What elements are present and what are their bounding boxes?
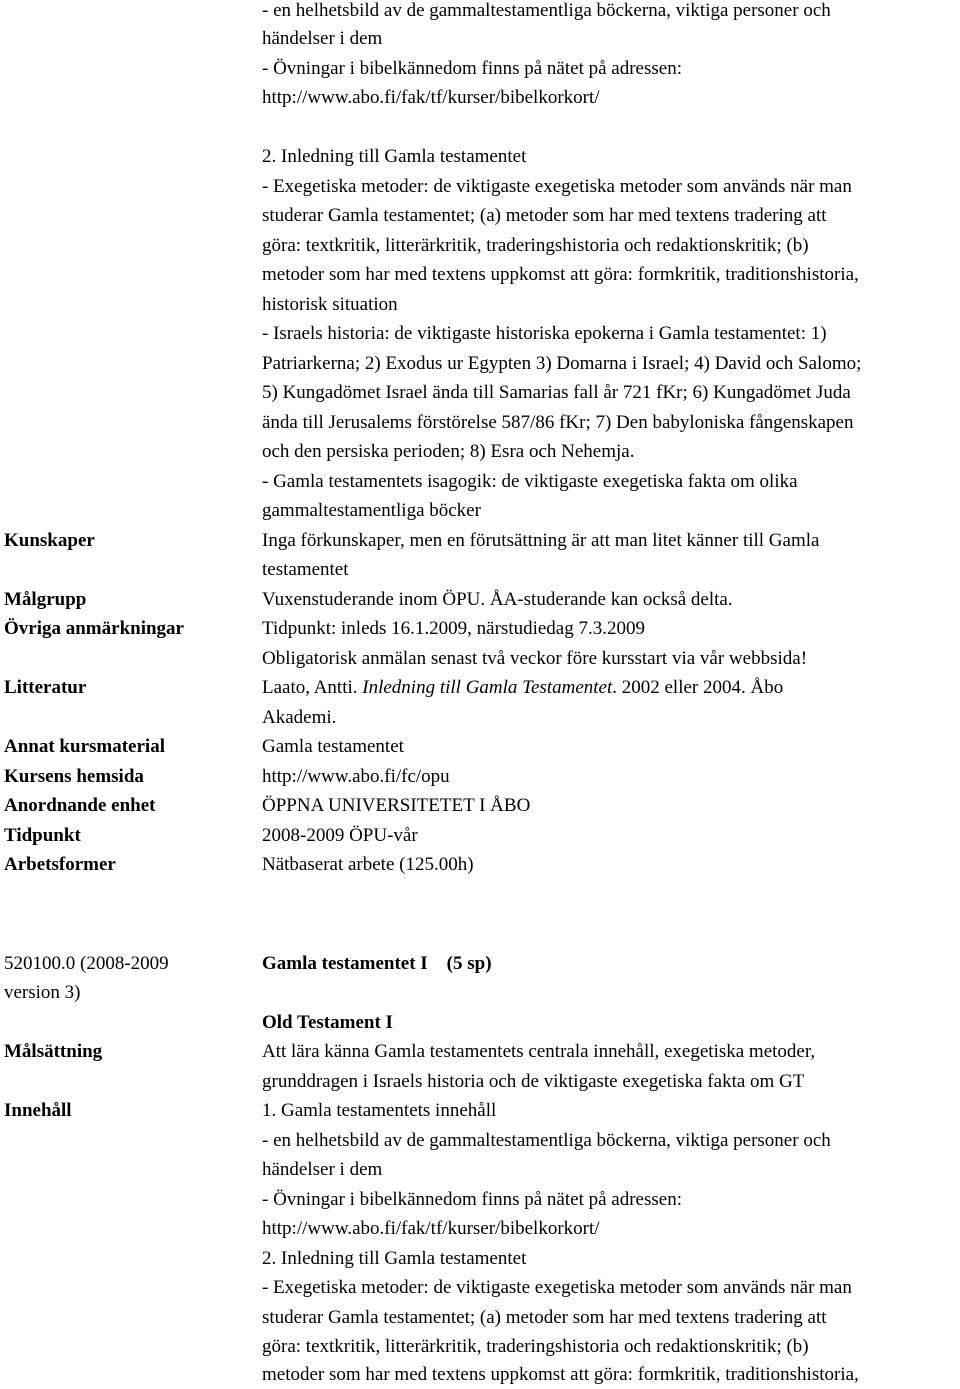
malsattning-value: Att lära känna Gamla testamentets centrala innehåll, exegetiska metoder,: [262, 1041, 816, 1062]
innehall-line: - Exegetiska metoder: de viktigaste exegetiska metoder som används när man: [262, 1277, 852, 1298]
tidpunkt-value: 2008-2009 ÖPU-vår: [262, 825, 418, 846]
kunskaper-value: Inga förkunskaper, men en förutsättning är att man litet känner till Gamla: [262, 530, 820, 551]
innehall-line: metoder som har med textens uppkomst att göra: formkritik, traditionshistoria,: [262, 1364, 859, 1385]
litteratur-author: Laato, Antti.: [262, 677, 363, 698]
innehall-line: - en helhetsbild av de gammaltestamentliga böckerna, viktiga personer och: [262, 1130, 831, 1151]
top-line: ända till Jerusalems förstörelse 587/86 fKr; 7) Den babyloniska fångenskapen: [262, 412, 854, 433]
annat-value: Gamla testamentet: [262, 736, 404, 757]
innehall-line: http://www.abo.fi/fak/tf/kurser/bibelkorkort/: [262, 1218, 600, 1239]
malsattning-label: Målsättning: [4, 1041, 103, 1062]
innehall-line: 2. Inledning till Gamla testamentet: [262, 1248, 527, 1269]
tidpunkt-label: Tidpunkt: [4, 825, 81, 846]
top-line: göra: textkritik, litterärkritik, traderingshistoria och redaktionskritik; (b): [262, 235, 809, 256]
course-code: version 3): [4, 982, 81, 1003]
course-title-en: Old Testament I: [262, 1012, 393, 1033]
innehall-line: händelser i dem: [262, 1159, 383, 1180]
innehall-line: göra: textkritik, litterärkritik, traderingshistoria och redaktionskritik; (b): [262, 1336, 809, 1357]
course-code: 520100.0 (2008-2009: [4, 953, 169, 974]
malgrupp-value: Vuxenstuderande inom ÖPU. ÅA-studerande kan också delta.: [262, 589, 733, 610]
innehall-line: - Övningar i bibelkännedom finns på nätet på adressen:: [262, 1189, 682, 1210]
innehall-label: Innehåll: [4, 1100, 72, 1121]
litteratur-rest: . 2002 eller 2004. Åbo: [612, 677, 784, 698]
top-line: - Exegetiska metoder: de viktigaste exegetiska metoder som används när man: [262, 176, 852, 197]
litteratur-value: Akademi.: [262, 707, 337, 728]
hemsida-label: Kursens hemsida: [4, 766, 144, 787]
litteratur-title: Inledning till Gamla Testamentet: [362, 677, 613, 698]
innehall-line: 1. Gamla testamentets innehåll: [262, 1100, 497, 1121]
top-line: historisk situation: [262, 294, 398, 315]
litteratur-label: Litteratur: [4, 677, 87, 698]
top-line: metoder som har med textens uppkomst att göra: formkritik, traditionshistoria,: [262, 264, 859, 285]
top-line: studerar Gamla testamentet; (a) metoder som har med textens tradering att: [262, 205, 827, 226]
top-line: Patriarkerna; 2) Exodus ur Egypten 3) Domarna i Israel; 4) David och Salomo;: [262, 353, 862, 374]
annat-label: Annat kursmaterial: [4, 736, 165, 757]
malsattning-value: grunddragen i Israels historia och de viktigaste exegetiska fakta om GT: [262, 1071, 805, 1092]
enhet-label: Anordnande enhet: [4, 795, 156, 816]
top-line: - en helhetsbild av de gammaltestamentliga böckerna, viktiga personer och: [262, 0, 831, 21]
top-line: - Gamla testamentets isagogik: de viktigaste exegetiska fakta om olika: [262, 471, 798, 492]
kunskaper-label: Kunskaper: [4, 530, 95, 551]
top-line: http://www.abo.fi/fak/tf/kurser/bibelkorkort/: [262, 87, 600, 108]
top-line: och den persiska perioden; 8) Esra och Nehemja.: [262, 441, 635, 462]
top-line: - Övningar i bibelkännedom finns på nätet på adressen:: [262, 58, 682, 79]
ovriga-value: Obligatorisk anmälan senast två veckor före kursstart via vår webbsida!: [262, 648, 808, 669]
top-line: 5) Kungadömet Israel ända till Samarias fall år 721 fKr; 6) Kungadömet Juda: [262, 382, 851, 403]
top-line: - Israels historia: de viktigaste historiska epokerna i Gamla testamentet: 1): [262, 323, 827, 344]
arbetsformer-value: Nätbaserat arbete (125.00h): [262, 854, 474, 875]
litteratur-value: [262, 677, 783, 699]
top-line: gammaltestamentliga böcker: [262, 500, 481, 521]
enhet-value: ÖPPNA UNIVERSITETET I ÅBO: [262, 795, 531, 816]
malgrupp-label: Målgrupp: [4, 589, 87, 610]
ovriga-value: Tidpunkt: inleds 16.1.2009, närstudiedag 7.3.2009: [262, 618, 645, 639]
course-title: Gamla testamentet I (5 sp): [262, 953, 492, 974]
hemsida-link[interactable]: http://www.abo.fi/fc/opu: [262, 766, 450, 787]
arbetsformer-label: Arbetsformer: [4, 854, 116, 875]
innehall-line: studerar Gamla testamentet; (a) metoder som har med textens tradering att: [262, 1307, 827, 1328]
top-line: händelser i dem: [262, 28, 383, 49]
top-line: 2. Inledning till Gamla testamentet: [262, 146, 527, 167]
kunskaper-value: testamentet: [262, 559, 349, 580]
ovriga-label: Övriga anmärkningar: [4, 618, 184, 639]
